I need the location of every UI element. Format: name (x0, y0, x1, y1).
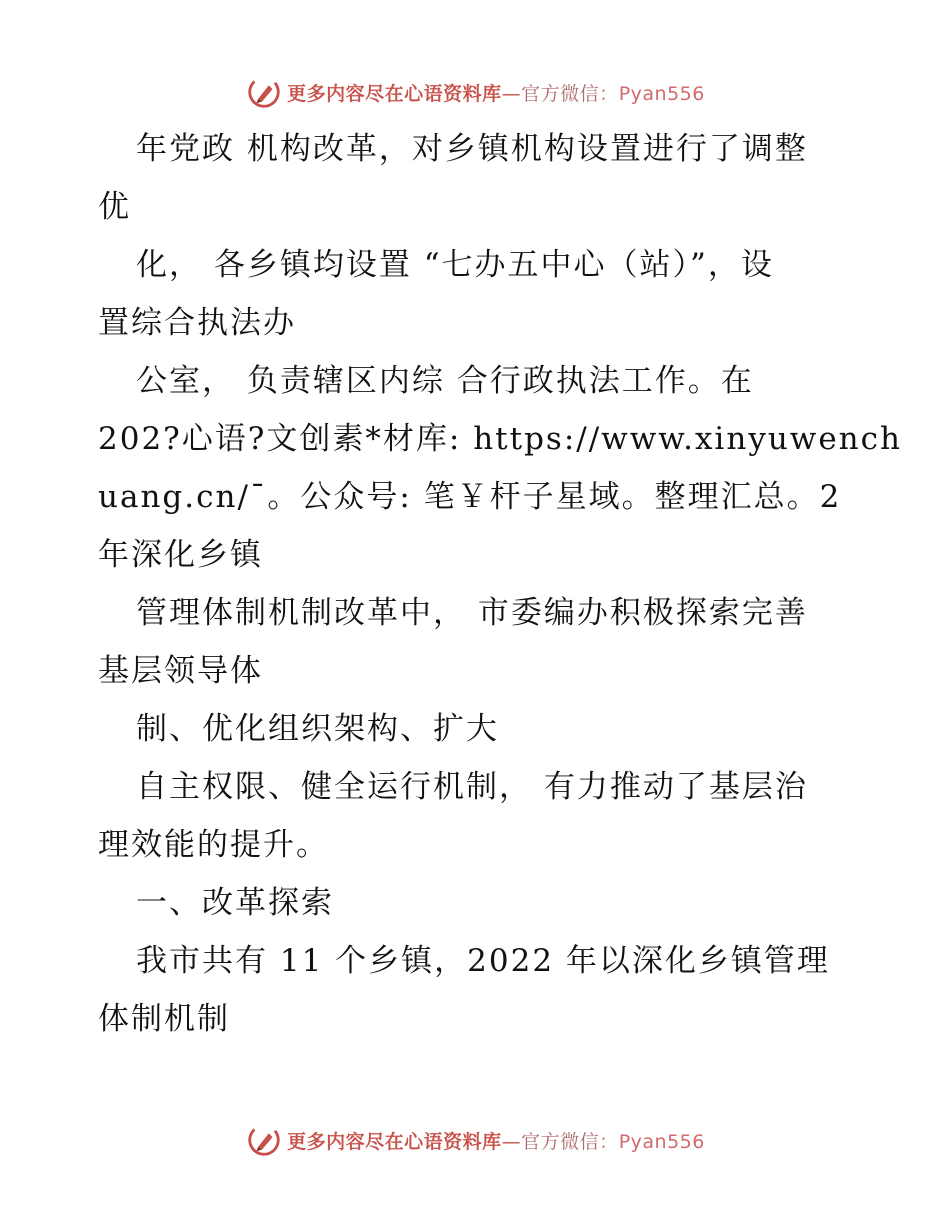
text-line: 优 (98, 189, 131, 225)
text-line: 基层领导体 (98, 653, 263, 689)
section-heading: 一、改革探索 (136, 885, 334, 921)
banner-main: 更多内容尽在心语资料库 (287, 1130, 502, 1153)
banner-wechat-label: 官方微信： (521, 1130, 619, 1153)
footer-banner (0, 1118, 950, 1162)
text-line: 自主权限、健全运行机制， 有力推动了基层治 (136, 769, 808, 805)
pen-nib-icon (245, 1121, 283, 1159)
text-line: 化， 各乡镇均设置 “七办五中心（站）”，设 (136, 247, 774, 283)
banner-wechat-id: Pyan556 (618, 1130, 705, 1153)
text-line: 理效能的提升。 (98, 827, 329, 863)
text-line: 年党政 机构改革，对乡镇机构设置进行了调整 (136, 131, 808, 167)
banner-wechat-id: Pyan556 (618, 82, 705, 105)
text-line: uang.cn/ˉ。公众号: 笔￥杆子星域。整理汇总。2 (98, 479, 842, 515)
text-line: 管理体制机制改革中， 市委编办积极探索完善 (136, 595, 808, 631)
pen-nib-icon (245, 73, 283, 111)
text-line: 公室， 负责辖区内综 合行政执法工作。在 (136, 363, 754, 399)
text-line: 置综合执法办 (98, 305, 296, 341)
header-banner (0, 70, 950, 114)
banner-text (287, 1127, 705, 1154)
banner-wechat-label: 官方微信： (521, 82, 619, 105)
text-line: 制、优化组织架构、扩大 (136, 711, 499, 747)
document-body (98, 120, 902, 1048)
banner-text (287, 79, 705, 106)
banner-dash: — (501, 1130, 522, 1153)
banner-main: 更多内容尽在心语资料库 (287, 82, 502, 105)
text-line: 体制机制 (98, 1001, 230, 1037)
text-line: 202?心语?文创素*材库: https://www.xinyuwench (98, 421, 902, 457)
banner-dash: — (501, 82, 522, 105)
text-line: 年深化乡镇 (98, 537, 263, 573)
text-line: 我市共有 11 个乡镇，2022 年以深化乡镇管理 (136, 943, 830, 979)
